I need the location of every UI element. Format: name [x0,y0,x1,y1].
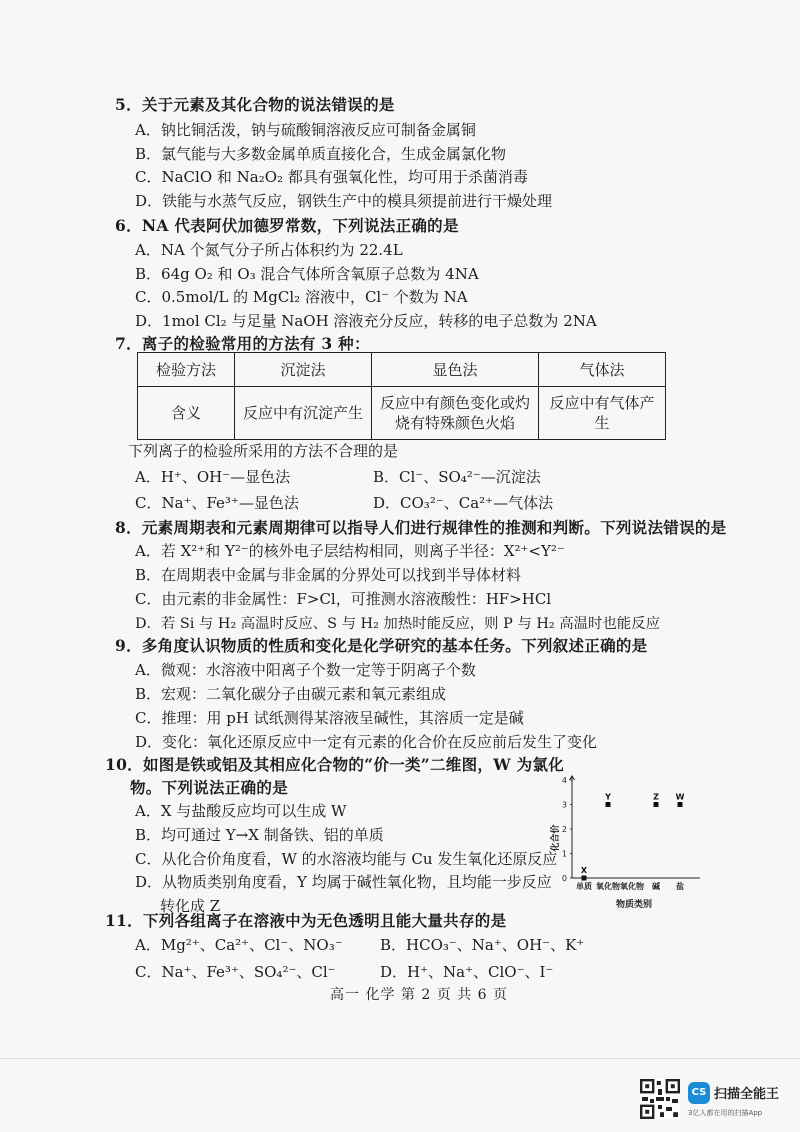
question-10-stem-line-1: 10．如图是铁或铝及其相应化合物的“价一类”二维图，W 为氯化 [105,755,565,774]
question-5-option-c: C．NaClO 和 Na₂O₂ 都具有强氧化性，均可用于杀菌消毒 [135,168,528,186]
chart-x-ticks [576,881,684,891]
valence-class-chart [548,766,708,911]
question-7-option-b: B．Cl⁻、SO₄²⁻—沉淀法 [373,468,541,486]
question-10-option-a: A．X 与盐酸反应均可以生成 W [135,802,347,820]
chart-y-tick-label: 3 [561,800,567,810]
question-11-option-a: A．Mg²⁺、Ca²⁺、Cl⁻、NO₃⁻ [135,936,343,954]
table-cell: 反应中有颜色变化或灼烧有特殊颜色火焰 [372,387,539,440]
chart-x-tick-label: 氧化物 [596,882,620,891]
chart-point [654,802,659,807]
table-header-cell: 气体法 [539,353,666,387]
chart-point-label: Z [653,792,659,802]
chart-point-label: X [580,866,588,875]
question-10-option-d-continued: 转化成 Z [160,897,221,915]
question-10-option-d: D．从物质类别角度看，Y 均属于碱性氧化物，且均能一步反应 [135,873,552,891]
chart-y-axis-label: 化合价 [551,824,561,852]
table-header-cell: 沉淀法 [235,353,372,387]
chart-point [582,876,587,881]
question-5-stem: 5．关于元素及其化合物的说法错误的是 [115,95,395,114]
question-5-option-d: D．铁能与水蒸气反应，钢铁生产中的模具须提前进行干燥处理 [135,192,553,210]
question-9-option-d: D．变化：氧化还原反应中一定有元素的化合价在反应前后发生了变化 [135,733,598,751]
question-11-option-c: C．Na⁺、Fe³⁺、SO₄²⁻、Cl⁻ [135,963,336,981]
chart-y-tick-label: 0 [561,874,567,883]
question-7-sub-stem: 下列离子的检验所采用的方法不合理的是 [128,442,399,460]
chart-x-axis-label: 物质类别 [615,900,653,910]
qr-code-icon [640,1079,680,1119]
chart-point-label: Y [605,792,611,802]
camscanner-app-name: 扫描全能王 [714,1087,780,1102]
chart-y-ticks [562,776,572,883]
chart-x-tick-label: 氧化物 [620,882,644,891]
question-7-stem: 7．离子的检验常用的方法有 3 种： [115,334,370,353]
question-10-option-b: B．均可通过 Y→X 制备铁、铝的单质 [135,826,384,844]
table-header-cell: 显色法 [372,353,539,387]
table-row-label: 含义 [138,387,235,440]
question-10-option-c: C．从化合价角度看，W 的水溶液均能与 Cu 发生氧化还原反应 [135,850,558,868]
question-8-stem: 8．元素周期表和元素周期律可以指导人们进行规律性的推测和判断。下列说法错误的是 [115,518,727,537]
question-9-stem: 9．多角度认识物质的性质和变化是化学研究的基本任务。下列叙述正确的是 [115,636,648,655]
question-9-option-c: C．推理：用 pH 试纸测得某溶液呈碱性，其溶质一定是碱 [135,709,524,727]
question-5-option-a: A．钠比铜活泼，钠与硫酸铜溶液反应可制备金属铜 [135,121,476,139]
camscanner-tagline: 3亿人都在用的扫描App [688,1109,763,1117]
question-6-option-c: C．0.5mol/L 的 MgCl₂ 溶液中，Cl⁻ 个数为 NA [135,288,468,306]
chart-points [581,793,685,881]
chart-y-tick-label: 1 [561,849,567,859]
chart-x-tick-label: 盐 [676,882,684,891]
detection-method-table [137,352,666,440]
question-10-stem-line-2: 物。下列说法正确的是 [130,778,289,797]
question-8-option-d: D．若 Si 与 H₂ 高温时反应、S 与 H₂ 加热时能反应，则 P 与 H₂ 高温时也能反应 [135,616,660,632]
question-7-option-c: C．Na⁺、Fe³⁺—显色法 [135,494,299,512]
question-7-option-d: D．CO₃²⁻、Ca²⁺—气体法 [373,494,554,512]
chart-y-tick-label: 2 [561,825,567,834]
chart-point-label: W [675,792,685,802]
page-footer: 高一 化学 第 2 页 共 6 页 [330,987,508,1003]
question-8-option-b: B．在周期表中金属与非金属的分界处可以找到半导体材料 [135,566,522,584]
question-8-option-c: C．由元素的非金属性：F>Cl，可推测水溶液酸性：HF>HCl [135,590,552,608]
scan-divider [0,1058,800,1059]
question-7-option-a: A．H⁺、OH⁻—显色法 [135,468,291,486]
question-6-option-b: B．64g O₂ 和 O₃ 混合气体所含氧原子总数为 4NA [135,265,479,283]
chart-x-tick-label: 单质 [576,882,592,891]
chart-point [606,802,611,807]
question-6-option-a: A．NA 个氮气分子所占体积约为 22.4L [135,241,403,259]
question-11-option-b: B．HCO₃⁻、Na⁺、OH⁻、K⁺ [380,936,585,954]
question-8-option-a: A．若 X²⁺和 Y²⁻的核外电子层结构相同，则离子半径：X²⁺<Y²⁻ [135,542,565,560]
chart-point [678,802,683,807]
question-5-option-b: B．氯气能与大多数金属单质直接化合，生成金属氯化物 [135,145,507,163]
camscanner-logo-icon: CS [688,1082,710,1104]
question-9-option-a: A．微观：水溶液中阳离子个数一定等于阴离子个数 [135,661,476,679]
question-11-stem: 11．下列各组离子在溶液中为无色透明且能大量共存的是 [105,911,507,930]
chart-x-tick-label: 碱 [652,882,660,891]
table-cell: 反应中有沉淀产生 [235,387,372,440]
question-11-option-d: D．H⁺、Na⁺、ClO⁻、I⁻ [380,963,554,981]
chart-axes [570,776,701,878]
question-6-stem: 6．NA 代表阿伏加德罗常数，下列说法正确的是 [115,216,459,235]
table-header-cell: 检验方法 [138,353,235,387]
question-9-option-b: B．宏观：二氧化碳分子由碳元素和氧元素组成 [135,685,447,703]
table-cell: 反应中有气体产生 [539,387,666,440]
chart-y-tick-label: 4 [561,776,567,785]
question-6-option-d: D．1mol Cl₂ 与足量 NaOH 溶液充分反应，转移的电子总数为 2NA [135,312,597,330]
